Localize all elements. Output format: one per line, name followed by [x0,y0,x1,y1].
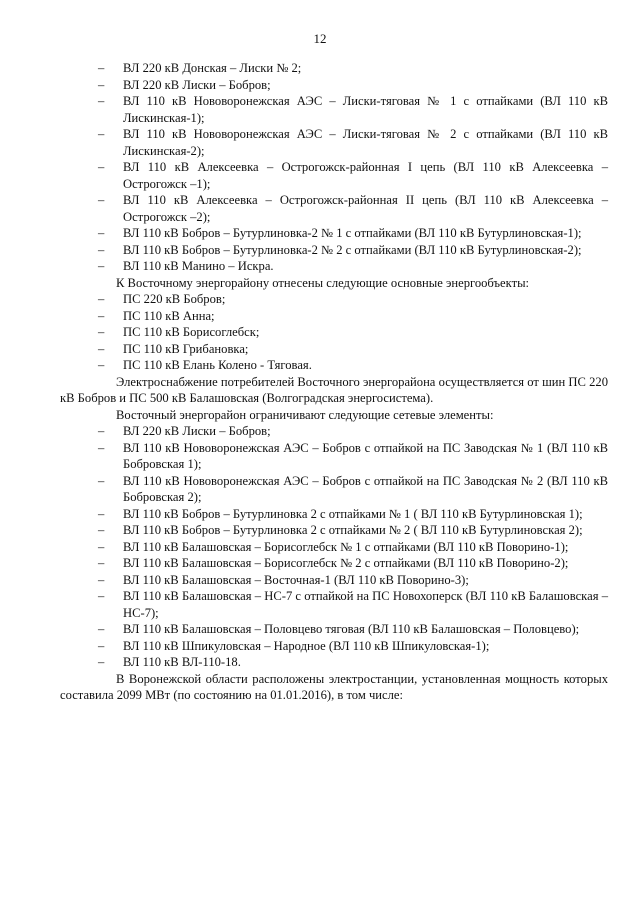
list-item: – ВЛ 110 кВ Нововоронежская АЭС – Бобров с отпайкой на ПС Заводская № 1 (ВЛ 110 кВ Бобровская 1); [98,440,608,471]
bullet-dash: – [98,622,105,636]
paragraph-power-plants: В Воронежской области расположены электростанции, установленная мощность которых составила 2099 МВт (по состоянию на 01.01.2016), в том числе: [60,671,608,702]
bullet-dash: – [98,556,105,570]
list-item: – ВЛ 110 кВ Бобров – Бутурлиновка 2 с отпайками № 2 ( ВЛ 110 кВ Бутурлиновская 2); [98,523,583,537]
list-item: – ВЛ 110 кВ Бобров – Бутурлиновка-2 № 2 с отпайками (ВЛ 110 кВ Бутурлиновская-2); [98,242,582,257]
list-item: – ВЛ 110 кВ Манино – Искра. [98,259,274,273]
bullet-dash: – [98,242,105,257]
bullet-dash: – [98,226,105,240]
list-item: – ПС 110 кВ Елань Колено - Тяговая. [98,358,312,372]
list-item: – ВЛ 110 кВ Алексеевка – Острогожск-районная I цепь (ВЛ 110 кВ Алексеевка – Острогожск –1); [98,160,608,191]
paragraph-objects-intro: К Восточному энергорайону отнесены следующие основные энергообъекты: [116,275,530,290]
list-item: – ВЛ 220 кВ Лиски – Бобров; [98,424,271,438]
list-item: – ВЛ 110 кВ Нововоронежская АЭС – Бобров с отпайкой на ПС Заводская № 2 (ВЛ 110 кВ Бобровская 2); [98,473,608,504]
list-item: – ВЛ 110 кВ Балашовская – НС-7 с отпайкой на ПС Новохоперск (ВЛ 110 кВ Балашовская – НС-7); [98,589,608,620]
bullet-dash: – [98,341,105,356]
paragraph-power-supply: Электроснабжение потребителей Восточного энергорайона осуществляется от шин ПС 220 кВ Бобров и ПС 500 кВ Балашовская (Волгоградская энергосистема). [60,374,608,405]
bullet-dash: – [98,523,105,537]
list-item: – ВЛ 110 кВ Балашовская – Восточная-1 (ВЛ 110 кВ Поворино-3); [98,572,469,587]
bullet-dash: – [98,655,105,669]
bullet-dash: – [98,61,105,75]
substations-list [98,291,608,374]
bullet-dash: – [98,94,105,108]
bullet-dash: – [98,77,105,92]
list-item: – ВЛ 110 кВ Балашовская – Половцево тяговая (ВЛ 110 кВ Балашовская – Половцево); [98,622,580,636]
list-item: – ПС 110 кВ Анна; [98,308,215,323]
bullet-dash: – [98,308,105,323]
list-item: – ВЛ 110 кВ Нововоронежская АЭС – Лиски-тяговая № 2 с отпайками (ВЛ 110 кВ Лискинская-2); [98,127,608,158]
bullet-dash: – [98,589,105,603]
list-item: – ВЛ 220 кВ Лиски – Бобров; [98,77,271,92]
bullet-dash: – [98,572,105,587]
bullet-dash: – [98,325,105,339]
list-item: – ВЛ 220 кВ Донская – Лиски № 2; [98,61,302,75]
bullet-dash: – [98,473,105,488]
list-item: – ПС 110 кВ Грибановка; [98,341,249,356]
bullet-dash: – [98,160,105,174]
list-item: – ВЛ 110 кВ Балашовская – Борисоглебск № 2 с отпайками (ВЛ 110 кВ Поворино-2); [98,556,569,570]
bullet-dash: – [98,259,105,273]
list-item: – ВЛ 110 кВ Бобров – Бутурлиновка 2 с отпайками № 1 ( ВЛ 110 кВ Бутурлиновская 1); [98,506,583,521]
list-item: – ВЛ 110 кВ Бобров – Бутурлиновка-2 № 1 с отпайками (ВЛ 110 кВ Бутурлиновская-1); [98,226,582,240]
list-item: – ВЛ 110 кВ Алексеевка – Острогожск-районная II цепь (ВЛ 110 кВ Алексеевка – Острогожск –2); [98,193,608,224]
list-item: – ВЛ 110 кВ Балашовская – Борисоглебск № 1 с отпайками (ВЛ 110 кВ Поворино-1); [98,539,569,554]
list-item: – ПС 110 кВ Борисоглебск; [98,325,260,339]
bullet-dash: – [98,127,105,141]
power-lines-list [98,60,608,275]
list-item: – ВЛ 110 кВ ВЛ-110-18. [98,655,241,669]
list-item: – ВЛ 110 кВ Нововоронежская АЭС – Лиски-тяговая № 1 с отпайками (ВЛ 110 кВ Лискинская-1); [98,94,608,125]
paragraph-network-intro: Восточный энергорайон ограничивают следующие сетевые элементы: [116,407,494,422]
bullet-dash: – [98,424,105,438]
document-body [60,60,608,704]
bullet-dash: – [98,638,105,653]
bullet-dash: – [98,193,105,207]
page-number: 12 [313,31,327,46]
bullet-dash: – [98,539,105,554]
bullet-dash: – [98,358,105,372]
network-elements-list [98,423,608,671]
bullet-dash: – [98,440,105,455]
bullet-dash: – [98,506,105,521]
bullet-dash: – [98,292,105,306]
list-item: – ПС 220 кВ Бобров; [98,292,226,306]
list-item: – ВЛ 110 кВ Шпикуловская – Народное (ВЛ 110 кВ Шпикуловская-1); [98,638,490,653]
